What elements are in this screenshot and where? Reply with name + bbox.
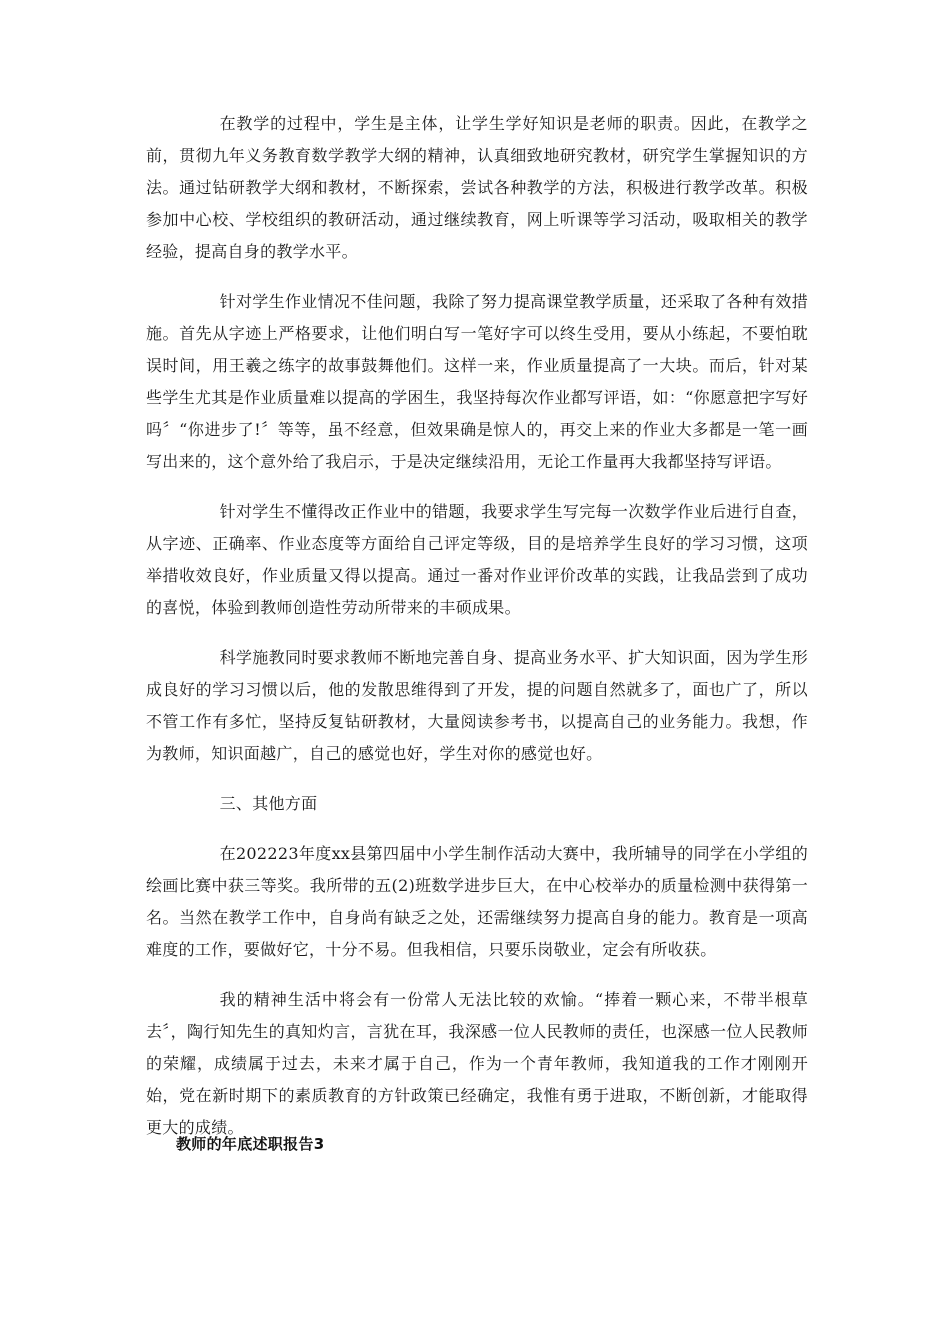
paragraph-homework-quality: 针对学生作业情况不佳问题，我除了努力提高课堂教学质量，还采取了各种有效措施。首先从字迹上严格要求，让他们明白写一笔好字可以终生受用，要从小练起，不要怕耽误时间，用王羲之练字的故事鼓舞他们。这样一来，作业质量提高了一大块。而后，针对某些学生尤其是作业质量难以提高的学困生，我坚持每次作业都写评语，如：“你愿意把字写好吗〞“你进步了!〞等等，虽不经意，但效果确是惊人的，再交上来的作业大多都是一笔一画写出来的，这个意外给了我启示，于是决定继续沿用，无论工作量再大我都坚持写评语。 [146, 292, 808, 471]
paragraph-error-correction: 针对学生不懂得改正作业中的错题，我要求学生写完每一次数学作业后进行自查，从字迹、正确率、作业态度等方面给自己评定等级，目的是培养学生良好的学习习惯，这项举措收效良好，作业质量又得以提高。通过一番对作业评价改革的实践，让我品尝到了成功的喜悦，体验到教师创造性劳动所带来的丰硕成果。 [146, 502, 808, 617]
paragraph-conclusion: 我的精神生活中将会有一份常人无法比较的欢愉。“捧着一颗心来，不带半根草去〞，陶行知先生的真知灼言，言犹在耳，我深感一位人民教师的责任，也深感一位人民教师的荣耀，成绩属于过去，未来才属于自己，作为一个青年教师，我知道我的工作才刚刚开始，党在新时期下的素质教育的方针政策已经确定，我惟有勇于进取，不断创新，才能取得更大的成绩。 [146, 990, 808, 1137]
document-body [146, 108, 808, 1162]
paragraph-self-improvement: 科学施教同时要求教师不断地完善自身、提高业务水平、扩大知识面，因为学生形成良好的学习习惯以后，他的发散思维得到了开发，提的问题自然就多了，面也广了，所以不管工作有多忙，坚持反复钻研教材，大量阅读参考书，以提高自己的业务能力。我想，作为教师，知识面越广，自己的感觉也好，学生对你的感觉也好。 [146, 648, 808, 763]
section-heading-other: 三、其他方面 [219, 794, 318, 813]
paragraph-teaching-approach: 在教学的过程中，学生是主体，让学生学好知识是老师的职责。因此，在教学之前，贯彻九年义务教育数学教学大纲的精神，认真细致地研究教材，研究学生掌握知识的方法。通过钻研教学大纲和教材，不断探索，尝试各种教学的方法，积极进行教学改革。积极参加中心校、学校组织的教研活动，通过继续教育，网上听课等学习活动，吸取相关的教学经验，提高自身的教学水平。 [146, 114, 808, 261]
next-report-title: 教师的年底述职报告3 [176, 1135, 325, 1153]
paragraph-achievements: 在202223年度xx县第四届中小学生制作活动大赛中，我所辅导的同学在小学组的绘画比赛中获三等奖。我所带的五(2)班数学进步巨大，在中心校举办的质量检测中获得第一名。当然在教学工作中，自身尚有缺乏之处，还需继续努力提高自身的能力。教育是一项高难度的工作，要做好它，十分不易。但我相信，只要乐岗敬业，定会有所收获。 [146, 844, 808, 959]
